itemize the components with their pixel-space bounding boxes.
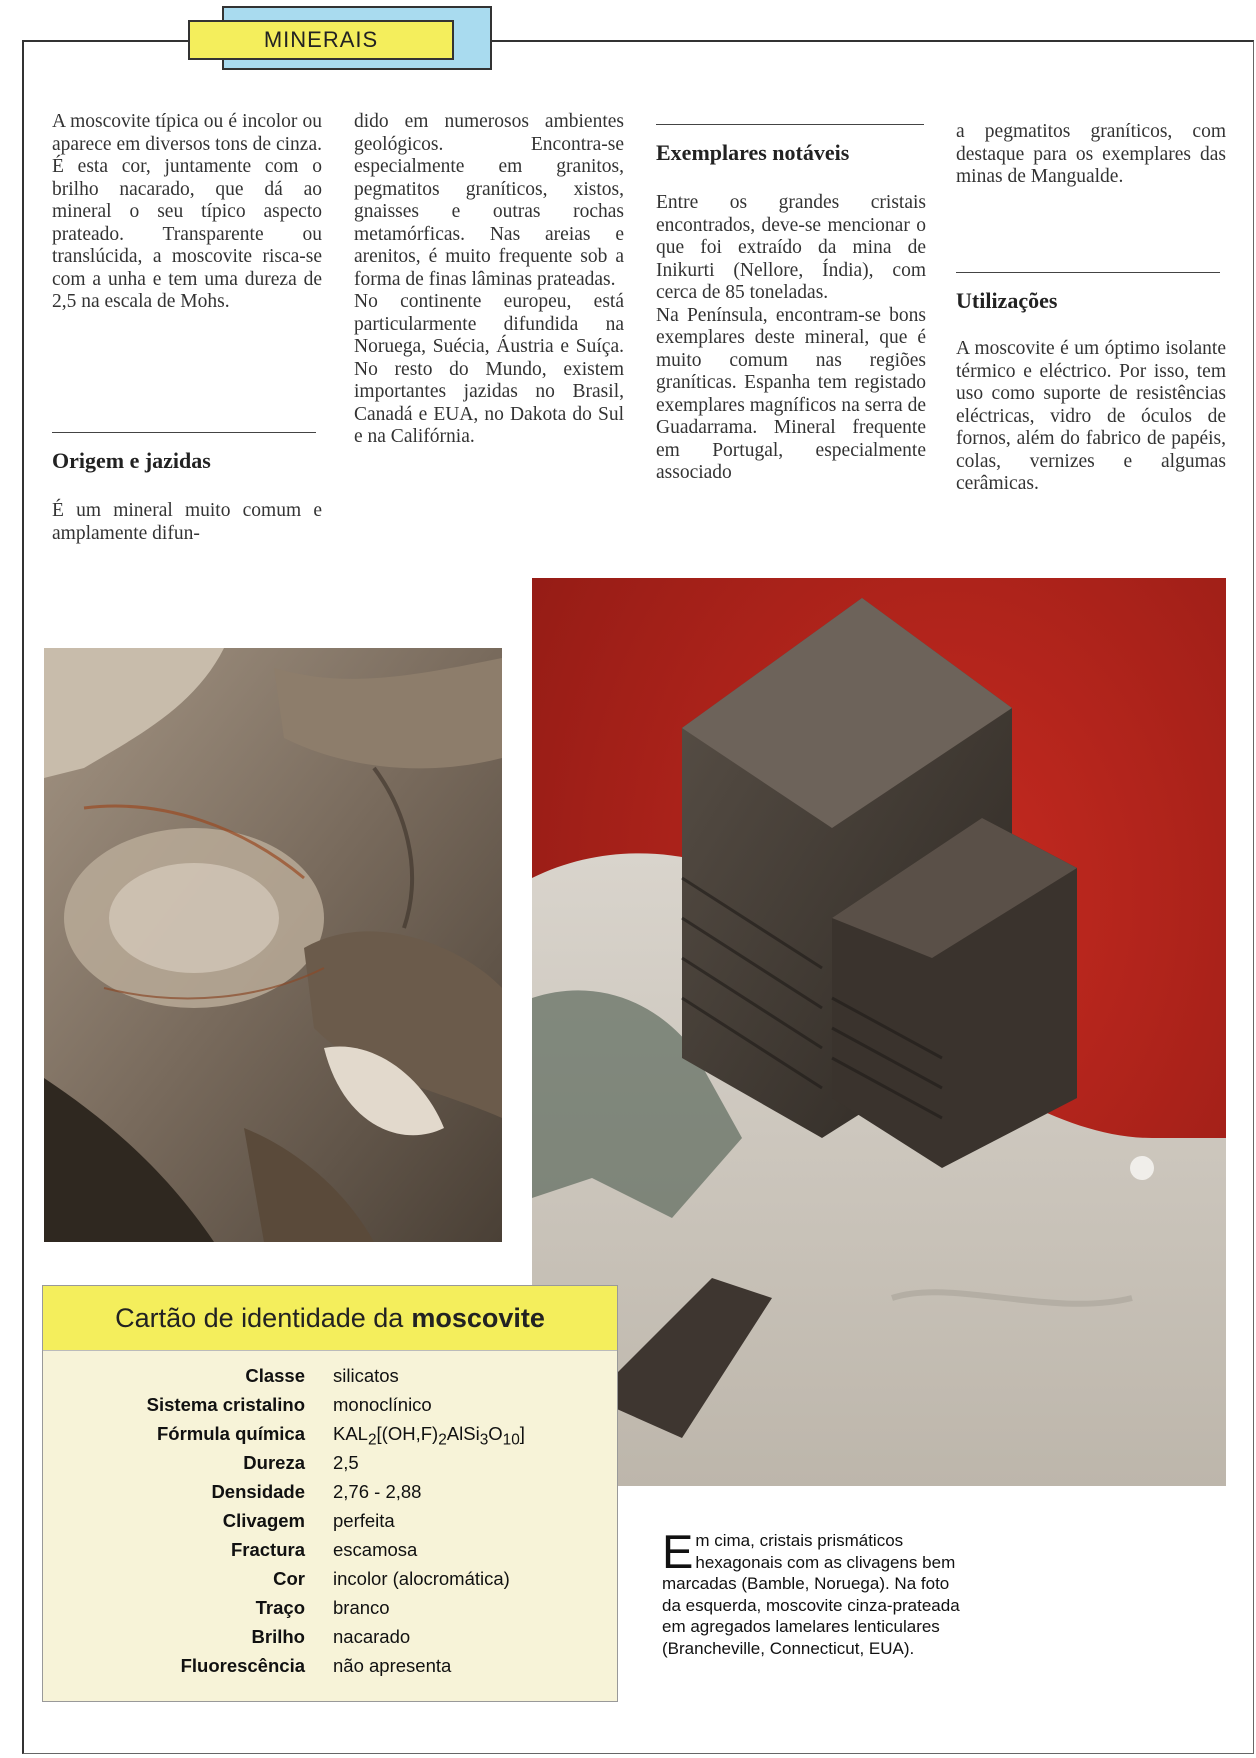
card-label: Traço: [255, 1597, 305, 1618]
divider: [656, 124, 924, 125]
paragraph: a pegmatitos graníticos, com destaque para os exemplares das minas de Mangualde.: [956, 121, 1226, 187]
card-value: incolor (alocromática): [333, 1568, 510, 1589]
paragraph: Entre os grandes cristais encontrados, deve-se mencionar o que foi extraído da mina de Inikurti (Nellore, Índia), com cerca de 85 toneladas.: [656, 192, 926, 303]
card-row: [43, 1568, 619, 1597]
divider: [52, 432, 316, 433]
card-label: Dureza: [243, 1452, 305, 1473]
card-label: Fractura: [230, 1539, 305, 1560]
column-3-text: [656, 192, 926, 485]
identity-card-title-bold: moscovite: [411, 1302, 545, 1333]
section-tag-label: MINERAIS: [263, 27, 379, 52]
section-tag: [188, 20, 454, 60]
card-value: silicatos: [333, 1365, 399, 1386]
column-1b-text: [52, 500, 322, 545]
card-row: [43, 1655, 619, 1684]
card-label: Classe: [245, 1365, 305, 1386]
card-row: [43, 1423, 619, 1452]
photo-caption: [662, 1525, 962, 1660]
card-row: [43, 1365, 619, 1394]
card-row: [43, 1510, 619, 1539]
identity-card-title: [43, 1286, 617, 1351]
paragraph: A moscovite é um óptimo isolante térmico e eléctrico. Por isso, tem uso como suporte de resistências eléctricas, vidro de óculos de fornos, além do fabrico de papéis, colas, vernizes e algumas cerâmicas.: [956, 338, 1226, 494]
card-label: Brilho: [251, 1626, 305, 1647]
card-label: Fluorescência: [180, 1655, 305, 1676]
card-value-formula: $KAL_2[(OH,F)_2AlSi_3O_{10}]$: [333, 1423, 525, 1449]
card-row: [43, 1394, 619, 1423]
card-value: não apresenta: [333, 1655, 452, 1676]
card-label: Cor: [273, 1568, 305, 1589]
heading-exemplares: Exemplares notáveis: [656, 140, 850, 165]
card-value: perfeita: [333, 1510, 395, 1531]
heading-utilizacoes: Utilizações: [956, 288, 1058, 313]
paragraph: No continente europeu, está particularmente difundida na Noruega, Suécia, Áustria e Suíça. No resto do Mundo, existem importantes jazidas no Brasil, Canadá e EUA, no Dakota do Sul e na Califórnia.: [354, 291, 624, 447]
column-1-text: [52, 111, 322, 314]
paragraph: dido em numerosos ambientes geológicos. Encontra-se especialmente em granitos, pegmatitos graníticos, xistos, gnaisses e outras rochas metamórficas. Nas areias e arenitos, é muito frequente sob a forma de finas lâminas prateadas.: [354, 111, 624, 290]
divider: [956, 272, 1220, 273]
card-value: 2,76 - 2,88: [333, 1481, 422, 1502]
column-4b-text: [956, 338, 1226, 496]
card-row: [43, 1481, 619, 1510]
card-label: Fórmula química: [156, 1423, 305, 1444]
card-row: [43, 1539, 619, 1568]
heading-origem: Origem e jazidas: [52, 448, 211, 473]
paragraph: É um mineral muito comum e amplamente difun-: [52, 500, 322, 544]
card-row: [43, 1626, 619, 1655]
photo-hexagonal-crystals: [532, 578, 1226, 1486]
card-value: escamosa: [333, 1539, 418, 1560]
column-2-text: [354, 111, 624, 449]
card-row: [43, 1452, 619, 1481]
card-value: nacarado: [333, 1626, 411, 1647]
card-label: Densidade: [211, 1481, 305, 1502]
card-label: Clivagem: [222, 1510, 305, 1531]
caption-drop-cap: E: [662, 1525, 694, 1578]
identity-card: [42, 1285, 618, 1702]
paragraph: Na Península, encontram-se bons exemplares deste mineral, que é muito comum nas regiões graníticas. Espanha tem registado exemplares magníficos na serra de Guadarrama. Mineral frequente em Portugal, especialmente associado: [656, 304, 926, 483]
caption-text: m cima, cristais prismáticos hexagonais com as clivagens bem marcadas (Bamble, Noruega). Na foto da esquerda, moscovite cinza-prateada em agregados lamelares lenticulares (Brancheville, Connecticut, EUA).: [662, 1531, 960, 1658]
card-label: Sistema cristalino: [146, 1394, 305, 1415]
column-4a-text: [956, 121, 1226, 189]
identity-card-title-text: Cartão de identidade da: [115, 1302, 404, 1333]
card-row: [43, 1597, 619, 1626]
photo-lamellar-aggregate: [44, 648, 502, 1242]
card-value: 2,5: [333, 1452, 359, 1473]
paragraph: A moscovite típica ou é incolor ou aparece em diversos tons de cinza. É esta cor, juntamente com o brilho nacarado, que dá ao mineral o seu típico aspecto prateado. Transparente ou translúcida, a moscovite risca-se com a unha e tem uma dureza de 2,5 na escala de Mohs.: [52, 111, 322, 312]
card-value: branco: [333, 1597, 390, 1618]
card-value: monoclínico: [333, 1394, 432, 1415]
